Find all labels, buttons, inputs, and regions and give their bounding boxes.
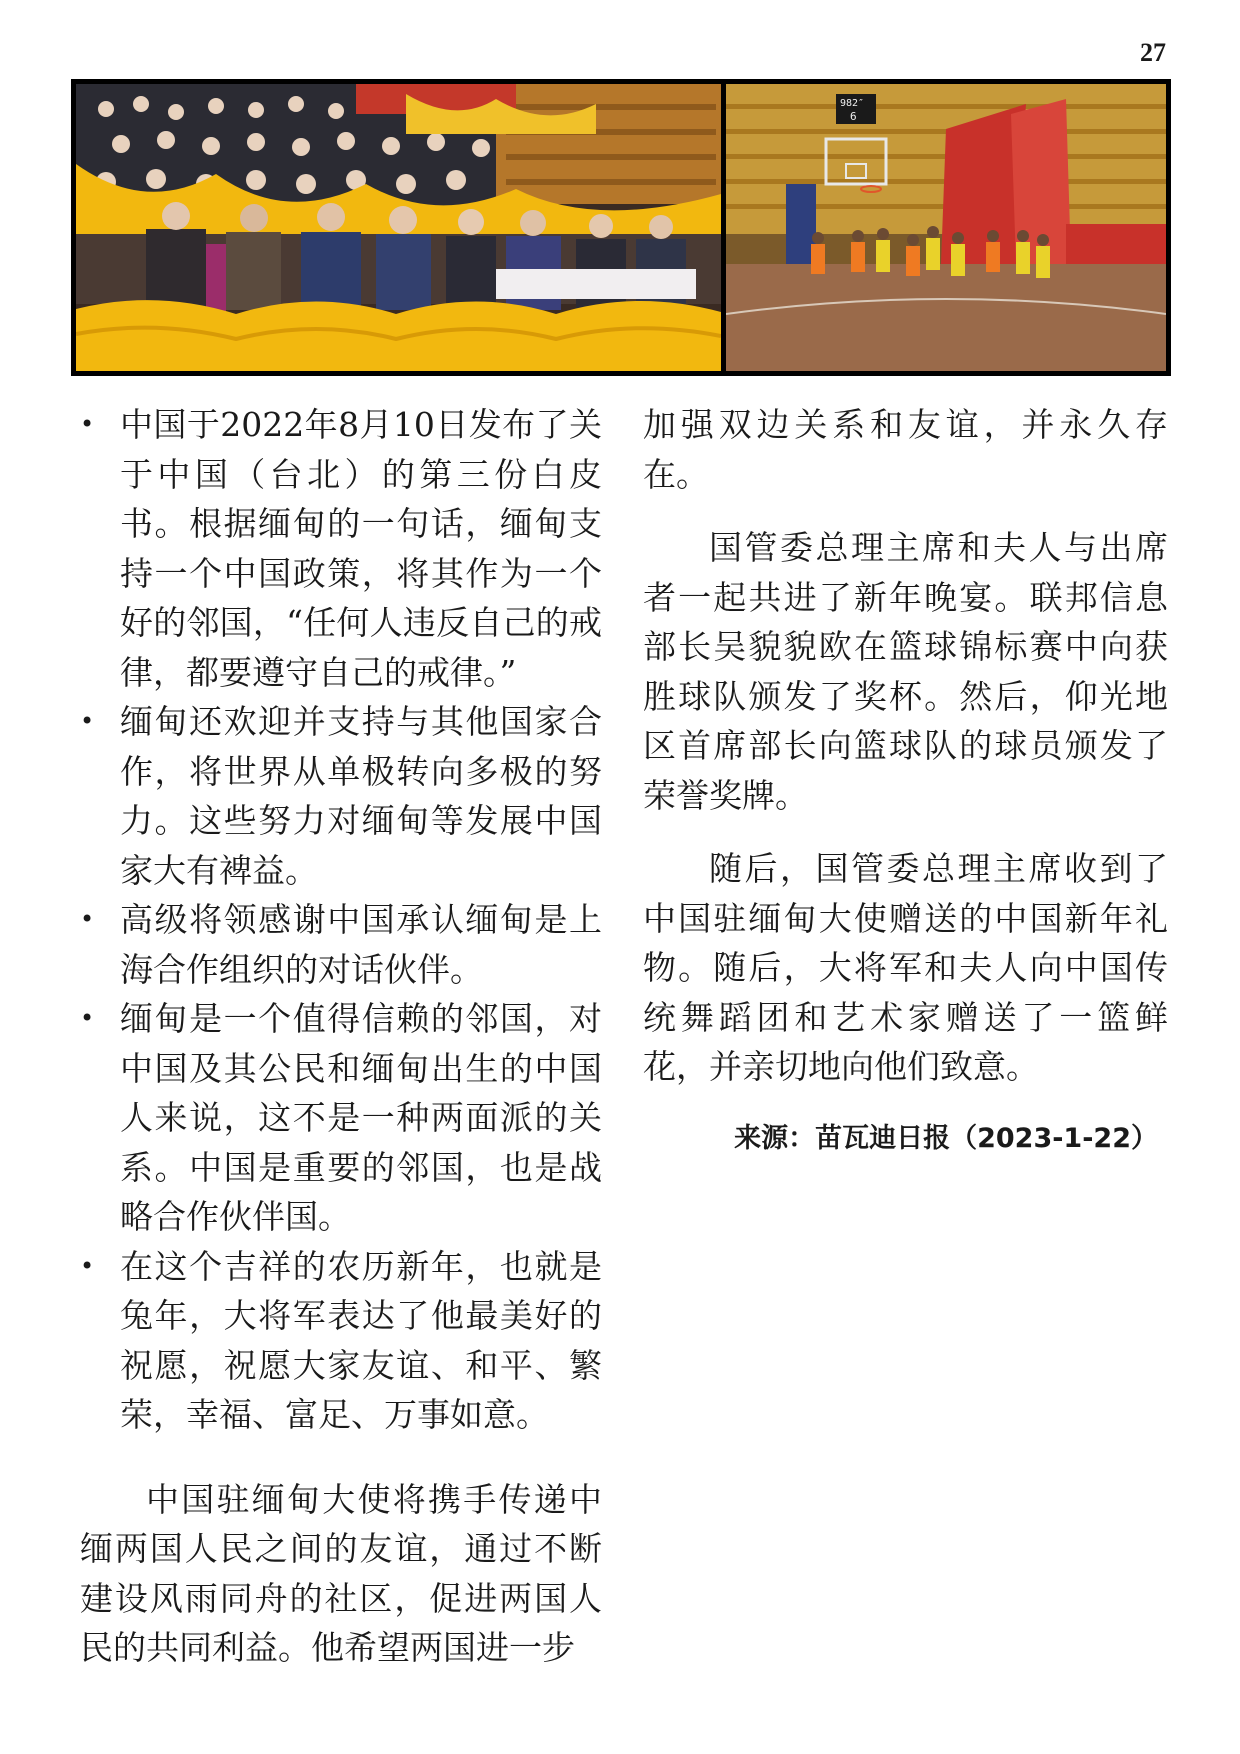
body-paragraph: 国管委总理主席和夫人与出席者一起共进了新年晚宴。联邦信息部长吴貌貌欧在篮球锦标赛中向获胜球队颁发了奖杯。然后，仰光地区首席部长向篮球队的球员颁发了荣誉奖牌。	[643, 528, 1168, 815]
left-column	[80, 400, 602, 1673]
right-column	[643, 400, 1168, 1163]
page-number: 27	[1140, 38, 1166, 67]
bullet-item: • 缅甸是一个值得信赖的邻国，对中国及其公民和缅甸出生的中国人来说，这不是一种两面派的关系。中国是重要的邻国，也是战略合作伙伴国。	[80, 994, 602, 1242]
bullet-list	[80, 400, 602, 1440]
basketball-photo-drawing	[726, 84, 1166, 371]
ambassador-paragraph: 中国驻缅甸大使将携手传递中缅两国人民之间的友谊，通过不断建设风雨同舟的社区，促进两国人民的共同利益。他希望两国进一步	[80, 1479, 602, 1667]
photo-basketball-game	[726, 84, 1166, 371]
source-citation: 来源：苗瓦迪日报（2023-1-22）	[734, 1122, 1158, 1154]
officials-photo-drawing	[76, 84, 721, 371]
scoreboard-top-text: 982″	[840, 98, 865, 109]
continuation-paragraph: 加强双边关系和友谊，并永久存在。	[643, 405, 1168, 494]
photo-officials-seated	[76, 84, 721, 371]
bullet-item: • 中国于2022年8月10日发布了关于中国（台北）的第三份白皮书。根据缅甸的一句话，缅甸支持一个中国政策，将其作为一个好的邻国，“任何人违反自己的戒律，都要遵守自己的戒律。”	[80, 400, 602, 697]
bullet-item: • 在这个吉祥的农历新年，也就是兔年，大将军表达了他最美好的祝愿，祝愿大家友谊、和平、繁荣，幸福、富足、万事如意。	[80, 1242, 602, 1440]
photo-strip	[71, 79, 1171, 376]
bullet-item: • 高级将领感谢中国承认缅甸是上海合作组织的对话伙伴。	[80, 895, 602, 994]
bullet-item: • 缅甸还欢迎并支持与其他国家合作，将世界从单极转向多极的努力。这些努力对缅甸等发展中国家大有裨益。	[80, 697, 602, 895]
body-paragraph: 随后，国管委总理主席收到了中国驻缅甸大使赠送的中国新年礼物。随后，大将军和夫人向中国传统舞蹈团和艺术家赠送了一篮鲜花，并亲切地向他们致意。	[643, 849, 1168, 1086]
scoreboard-bottom-text: 6	[850, 110, 857, 123]
